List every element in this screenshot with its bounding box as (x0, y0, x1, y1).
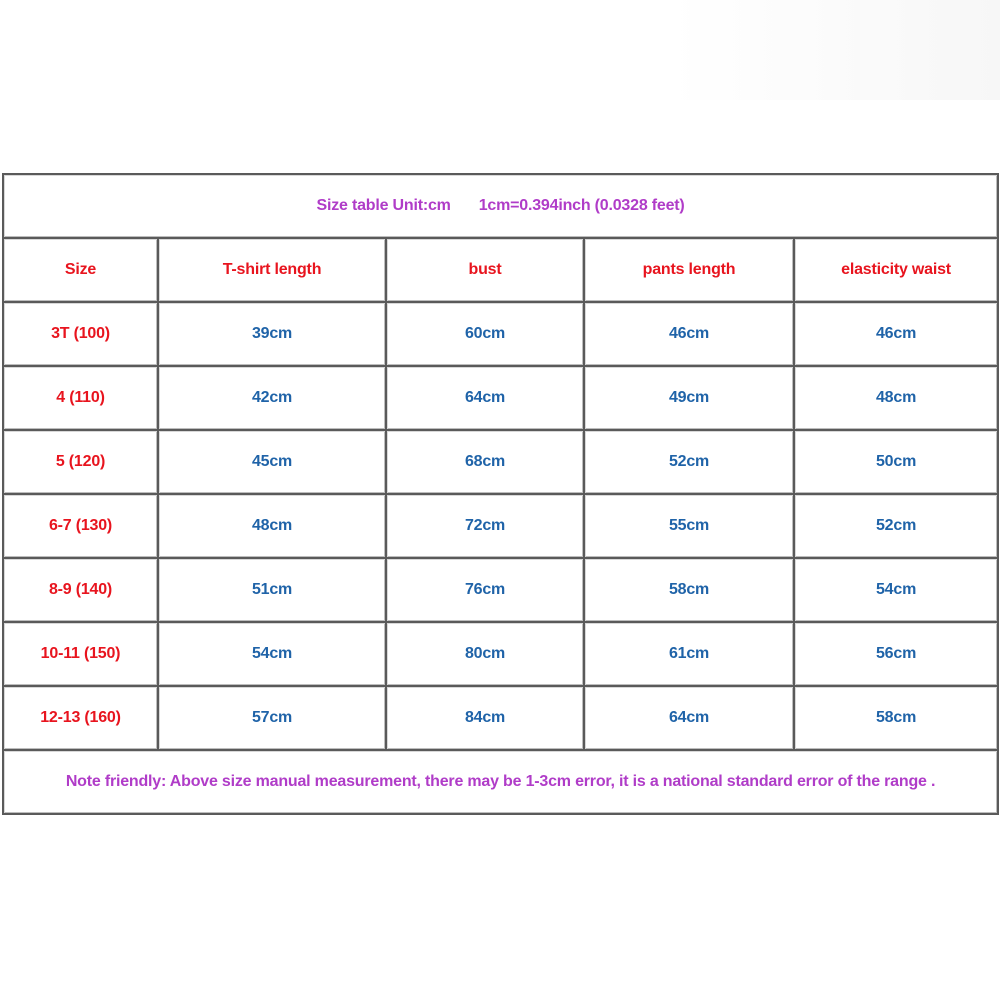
bust-value: 60cm (386, 302, 584, 366)
table-row (3, 302, 998, 366)
unit-caption: Size table Unit:cm (316, 197, 451, 214)
pants-length-value: 58cm (584, 558, 794, 622)
size-label: 3T (100) (3, 302, 158, 366)
size-label: 4 (110) (3, 366, 158, 430)
table-row (3, 494, 998, 558)
bust-value: 84cm (386, 686, 584, 750)
tshirt-length-value: 45cm (158, 430, 386, 494)
bust-value: 72cm (386, 494, 584, 558)
pants-length-value: 61cm (584, 622, 794, 686)
tshirt-length-value: 39cm (158, 302, 386, 366)
table-row (3, 622, 998, 686)
background-fade (670, 0, 1000, 100)
header-elasticity-waist: elasticity waist (794, 238, 998, 302)
size-label: 10-11 (150) (3, 622, 158, 686)
note-cell (3, 750, 998, 814)
elasticity-waist-value: 48cm (794, 366, 998, 430)
header-pants-length: pants length (584, 238, 794, 302)
table-row (3, 430, 998, 494)
note-row (3, 750, 998, 814)
elasticity-waist-value: 58cm (794, 686, 998, 750)
pants-length-value: 64cm (584, 686, 794, 750)
size-label: 12-13 (160) (3, 686, 158, 750)
header-size: Size (3, 238, 158, 302)
elasticity-waist-value: 46cm (794, 302, 998, 366)
measurement-note: Note friendly: Above size manual measurement, there may be 1-3cm error, it is a national standard error of the range . (65, 773, 936, 790)
header-tshirt-length: T-shirt length (158, 238, 386, 302)
caption-row (3, 174, 998, 238)
size-label: 5 (120) (3, 430, 158, 494)
pants-length-value: 52cm (584, 430, 794, 494)
tshirt-length-value: 48cm (158, 494, 386, 558)
header-bust: bust (386, 238, 584, 302)
bust-value: 68cm (386, 430, 584, 494)
tshirt-length-value: 57cm (158, 686, 386, 750)
size-label: 8-9 (140) (3, 558, 158, 622)
pants-length-value: 55cm (584, 494, 794, 558)
tshirt-length-value: 54cm (158, 622, 386, 686)
pants-length-value: 46cm (584, 302, 794, 366)
header-row (3, 238, 998, 302)
tshirt-length-value: 42cm (158, 366, 386, 430)
elasticity-waist-value: 54cm (794, 558, 998, 622)
elasticity-waist-value: 56cm (794, 622, 998, 686)
size-chart-table (2, 173, 999, 815)
caption-cell (3, 174, 998, 238)
tshirt-length-value: 51cm (158, 558, 386, 622)
size-label: 6-7 (130) (3, 494, 158, 558)
table-row (3, 366, 998, 430)
conversion-caption: 1cm=0.394inch (0.0328 feet) (478, 197, 685, 214)
elasticity-waist-value: 50cm (794, 430, 998, 494)
table-row (3, 686, 998, 750)
bust-value: 80cm (386, 622, 584, 686)
elasticity-waist-value: 52cm (794, 494, 998, 558)
bust-value: 76cm (386, 558, 584, 622)
pants-length-value: 49cm (584, 366, 794, 430)
table-row (3, 558, 998, 622)
bust-value: 64cm (386, 366, 584, 430)
